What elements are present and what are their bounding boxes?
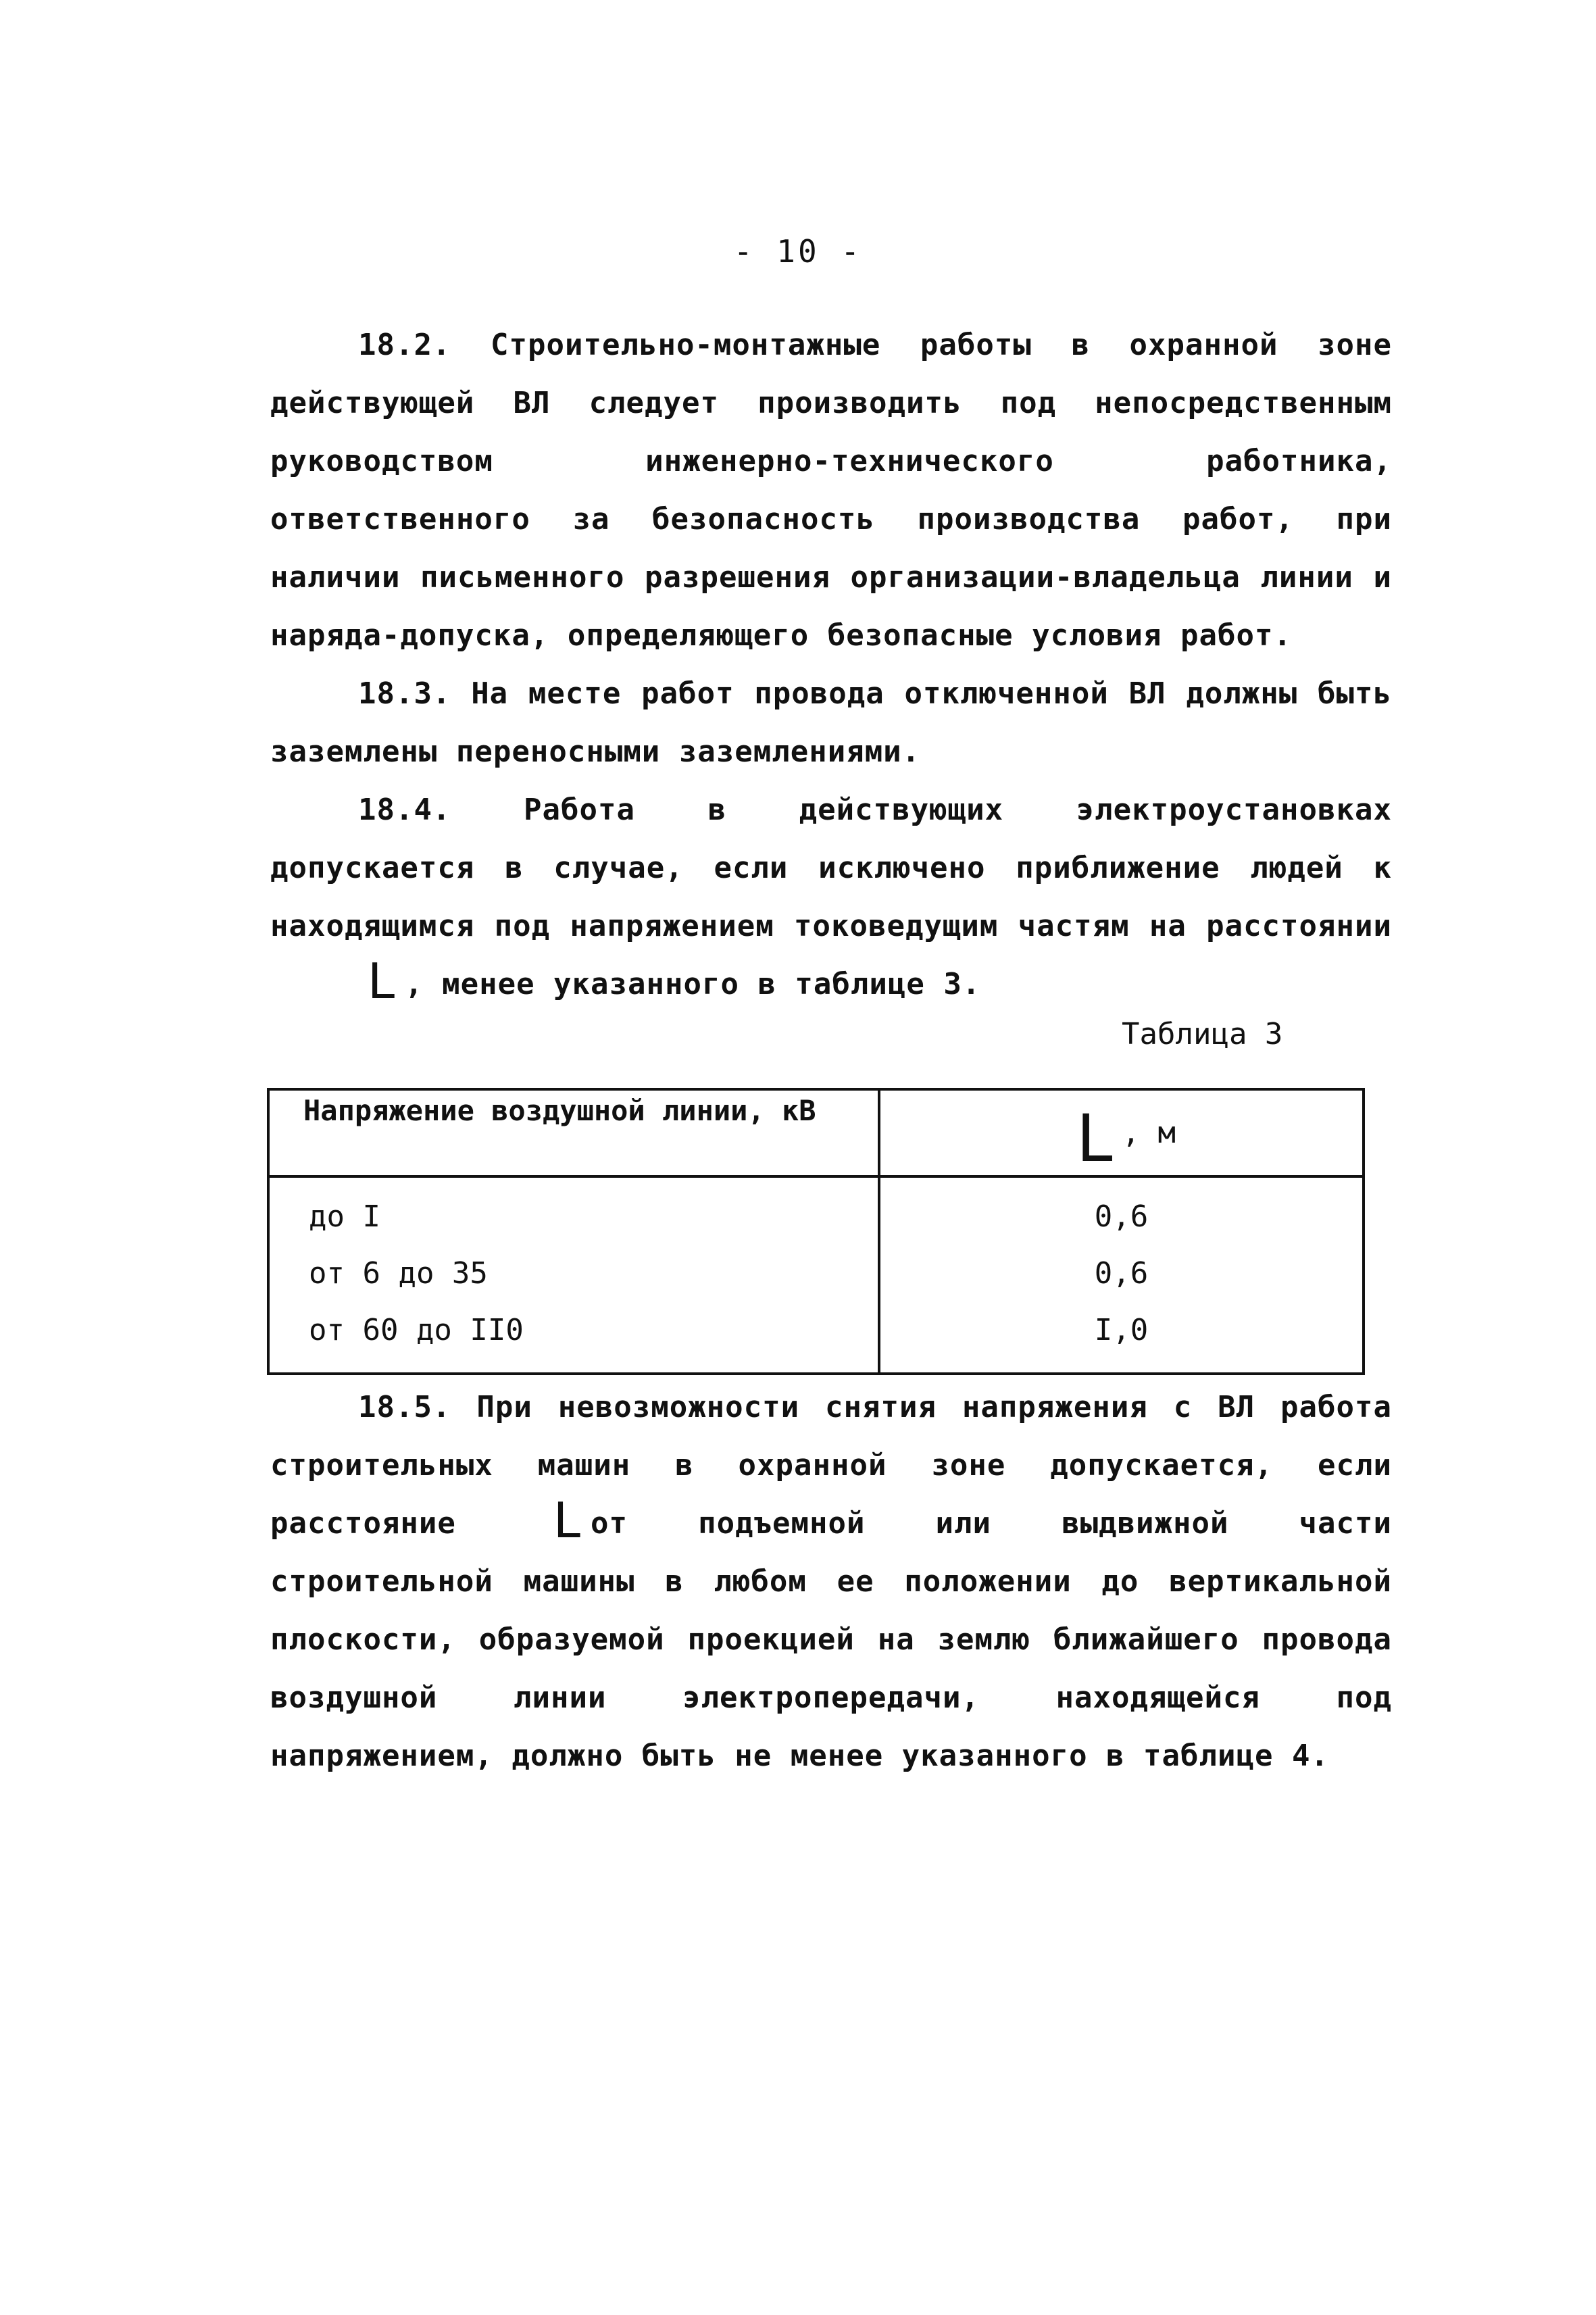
paragraph-18-5-text-a: 18.5. При невозможности снятия напряжения с ВЛ работа строительных машин в охранной зоне допускается, если расстояние <box>270 1390 1392 1541</box>
table-cell-distance: I,0 <box>1094 1313 1149 1347</box>
paragraph-18-4-text-b: , менее указанного в таблице 3. <box>405 967 981 1001</box>
section-top <box>270 316 1392 1014</box>
table-header-divider <box>270 1175 1362 1178</box>
table-cell-voltage: от 6 до 35 <box>309 1256 488 1291</box>
table-cell-voltage: от 60 до II0 <box>309 1313 524 1347</box>
table-cell-voltage: до I <box>309 1199 380 1234</box>
paragraph-18-5: 18.5. При невозможности снятия напряжения с ВЛ работа строительных машин в охранной зоне допускается, если расстояние L от подъемной или выдвижной части строительной машины в любом ее положении до вертикальной плоскости, образуемой проекцией на землю ближайшего провода воздушной линии электропередачи, находящейся под напряжением, должно быть не менее указанного в таблице 4. <box>270 1390 1392 1773</box>
paragraph-18-5-text-b: от подъемной или выдвижной части строительной машины в любом ее положении до вертикальной плоскости, образуемой проекцией на землю ближайшего провода воздушной линии электропередачи, находящейся под напряжением, должно быть не менее указанного в таблице 4. <box>270 1506 1392 1773</box>
table-3 <box>267 1088 1365 1375</box>
page-number: - 10 - <box>733 233 863 270</box>
table-row <box>270 1302 1362 1359</box>
table-row <box>270 1189 1362 1245</box>
table-row <box>270 1245 1362 1302</box>
paragraph-18-4-text-a: 18.4. Работа в действующих электроустановках допускается в случае, если исключено приближение людей к находящимся под напряжением токоведущим частям на расстоянии <box>270 793 1392 943</box>
table-header-unit: , м <box>1122 1116 1176 1150</box>
paragraph-18-2: 18.2. Строительно-монтажные работы в охранной зоне действующей ВЛ следует производить под непосредственным руководством инженерно-технического работника, ответственного за безопасность производства работ, при наличии письменного разрешения организации-владельца линии и наряда-допуска, определяющего безопасные условия работ. <box>270 328 1392 653</box>
table-cell-distance: 0,6 <box>1094 1199 1149 1234</box>
table-cell-distance: 0,6 <box>1094 1256 1149 1291</box>
table-header-distance: L , м <box>1076 1100 1176 1176</box>
table-header-voltage: Напряжение воздушной линии, кВ <box>303 1094 816 1127</box>
paragraph-18-4: 18.4. Работа в действующих электроустановках допускается в случае, если исключено приближение людей к находящимся под напряжением токоведущим частям на расстоянииL , менее указанного в таблице 3. <box>270 793 1392 1010</box>
section-bottom <box>270 1378 1392 1785</box>
table-3-caption: Таблица 3 <box>1122 1017 1283 1051</box>
paragraph-18-3: 18.3. На месте работ провода отключенной ВЛ должны быть заземлены переносными заземлениями. <box>270 676 1392 769</box>
